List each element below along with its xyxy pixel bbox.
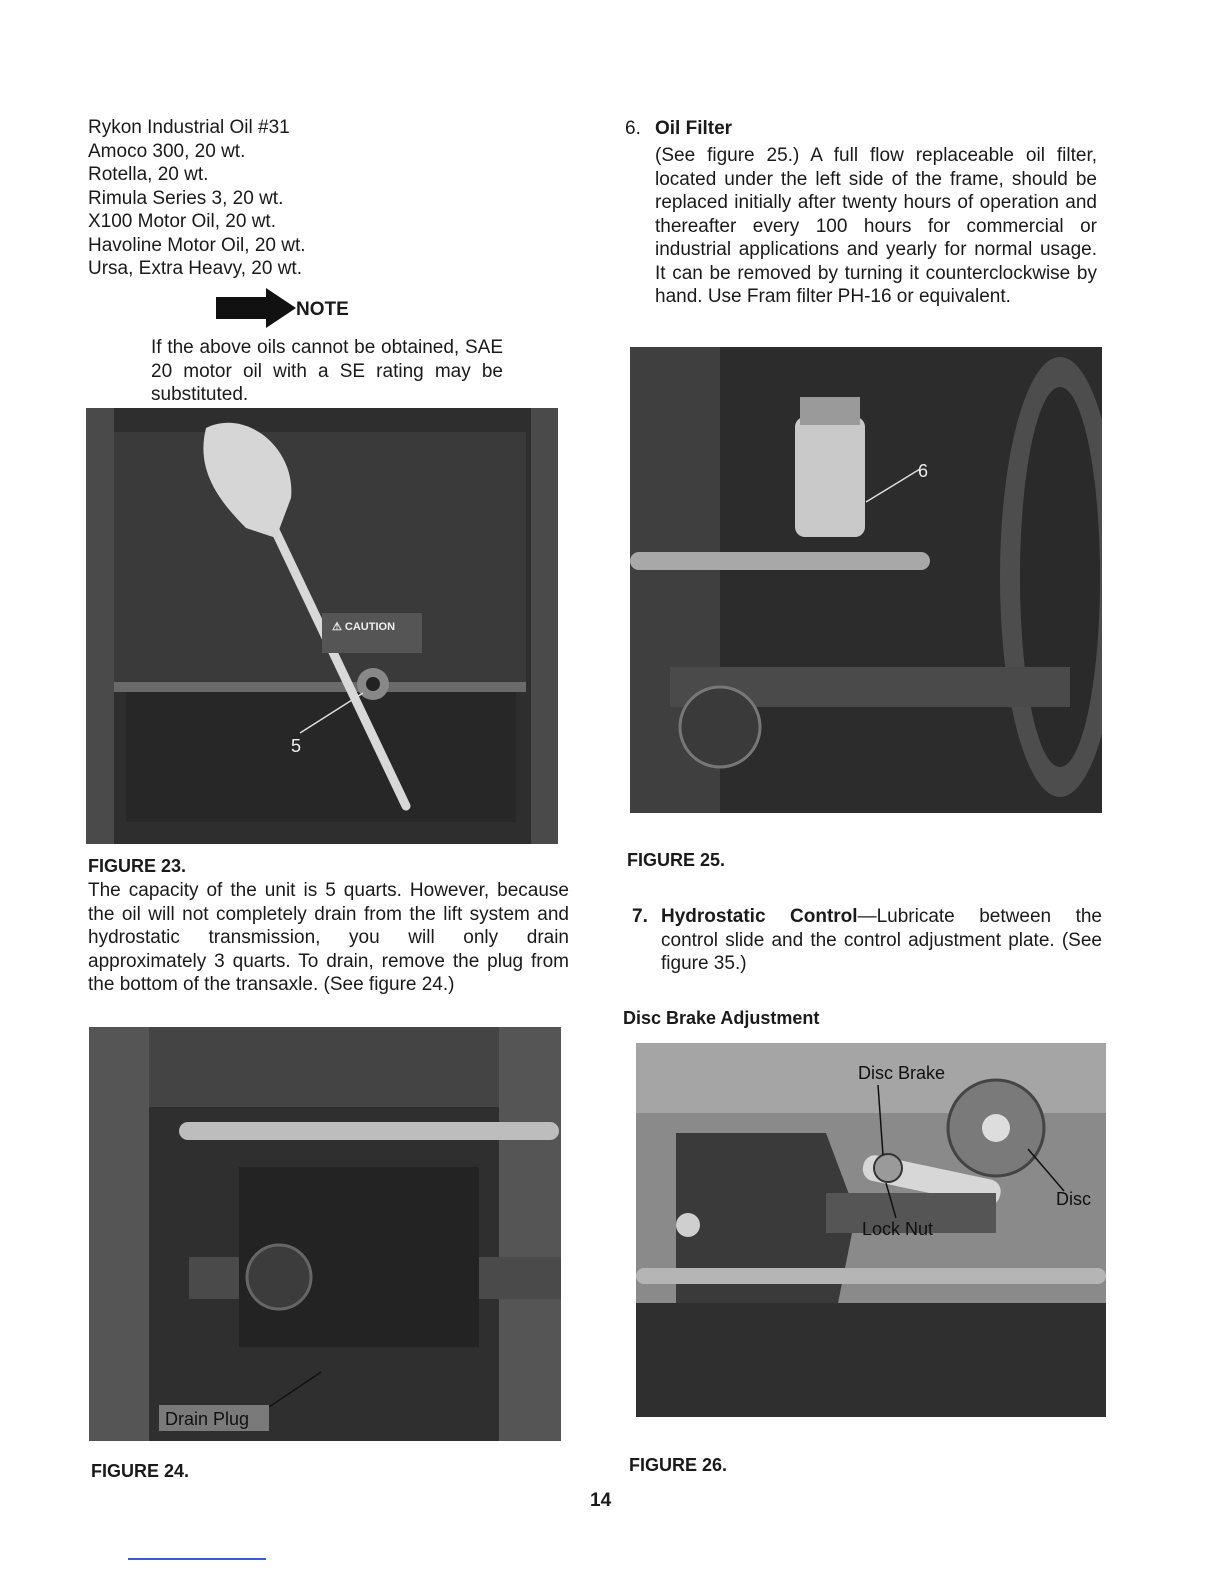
oil-list-item: Rykon Industrial Oil #31 — [88, 117, 290, 138]
oil-list-item: Rotella, 20 wt. — [88, 164, 209, 185]
oil-list-item: Amoco 300, 20 wt. — [88, 140, 246, 162]
item-7-title: Hydrostatic Control — [661, 906, 858, 927]
item-6-body: (See figure 25.) A full flow replaceable oil filter, located under the left side of the frame, should be replaced initially after twenty hours of operation and thereafter every 100 hours for commercial or industrial applications and yearly for normal usage. It can be removed by turning it counterclockwise by hand. Use Fram filter PH-16 or equivalent. — [655, 145, 1097, 307]
figure-23-caption: FIGURE 23. — [88, 856, 187, 876]
item-7-body: —Lubricate between the control slide and the control adjustment plate. (See figure 35.) — [661, 906, 1102, 974]
item-7 — [632, 905, 1102, 976]
figure-26-caption: FIGURE 26. — [629, 1455, 728, 1475]
callout-drain-plug: Drain Plug — [165, 1409, 250, 1429]
oil-list-item: Havoline Motor Oil, 20 wt. — [88, 234, 306, 256]
page-number: 14 — [590, 1490, 612, 1511]
callout-lock-nut: Lock Nut — [862, 1219, 934, 1239]
note-text: If the above oils cannot be obtained, SAE 20 motor oil with a SE rating may be substituted. — [151, 337, 503, 405]
item-7-number: 7. — [632, 906, 648, 927]
figure-25-caption: FIGURE 25. — [627, 850, 726, 870]
caution-label: ⚠ CAUTION — [332, 621, 396, 633]
item-6-number: 6. — [625, 118, 641, 139]
callout-6: 6 — [918, 461, 929, 481]
figure-23-photo — [86, 408, 558, 844]
callout-disc-brake: Disc Brake — [858, 1063, 946, 1083]
figure-26-photo — [636, 1043, 1106, 1417]
figure-24-caption: FIGURE 24. — [91, 1461, 190, 1481]
oil-list-item: X100 Motor Oil, 20 wt. — [88, 211, 276, 232]
capacity-paragraph: The capacity of the unit is 5 quarts. However, because the oil will not completely drain from the lift system and hydrostatic transmission, you will only drain approximately 3 quarts. To drain, remove the plug from the bottom of the transaxle. (See figure 24.) — [88, 880, 569, 995]
oil-list-item: Rimula Series 3, 20 wt. — [88, 187, 284, 209]
figure-24-photo — [89, 1027, 561, 1441]
footer-rule — [128, 1558, 266, 1560]
figure-25-photo — [630, 347, 1102, 813]
arrow-right-icon — [216, 288, 296, 328]
note-header — [216, 288, 416, 328]
item-6-title: Oil Filter — [655, 118, 733, 139]
disc-brake-heading: Disc Brake Adjustment — [623, 1008, 820, 1028]
note-label: NOTE — [296, 299, 349, 320]
callout-5: 5 — [291, 736, 302, 756]
callout-disc: Disc — [1056, 1189, 1091, 1209]
oil-list — [88, 116, 548, 281]
oil-list-item: Ursa, Extra Heavy, 20 wt. — [88, 258, 302, 279]
